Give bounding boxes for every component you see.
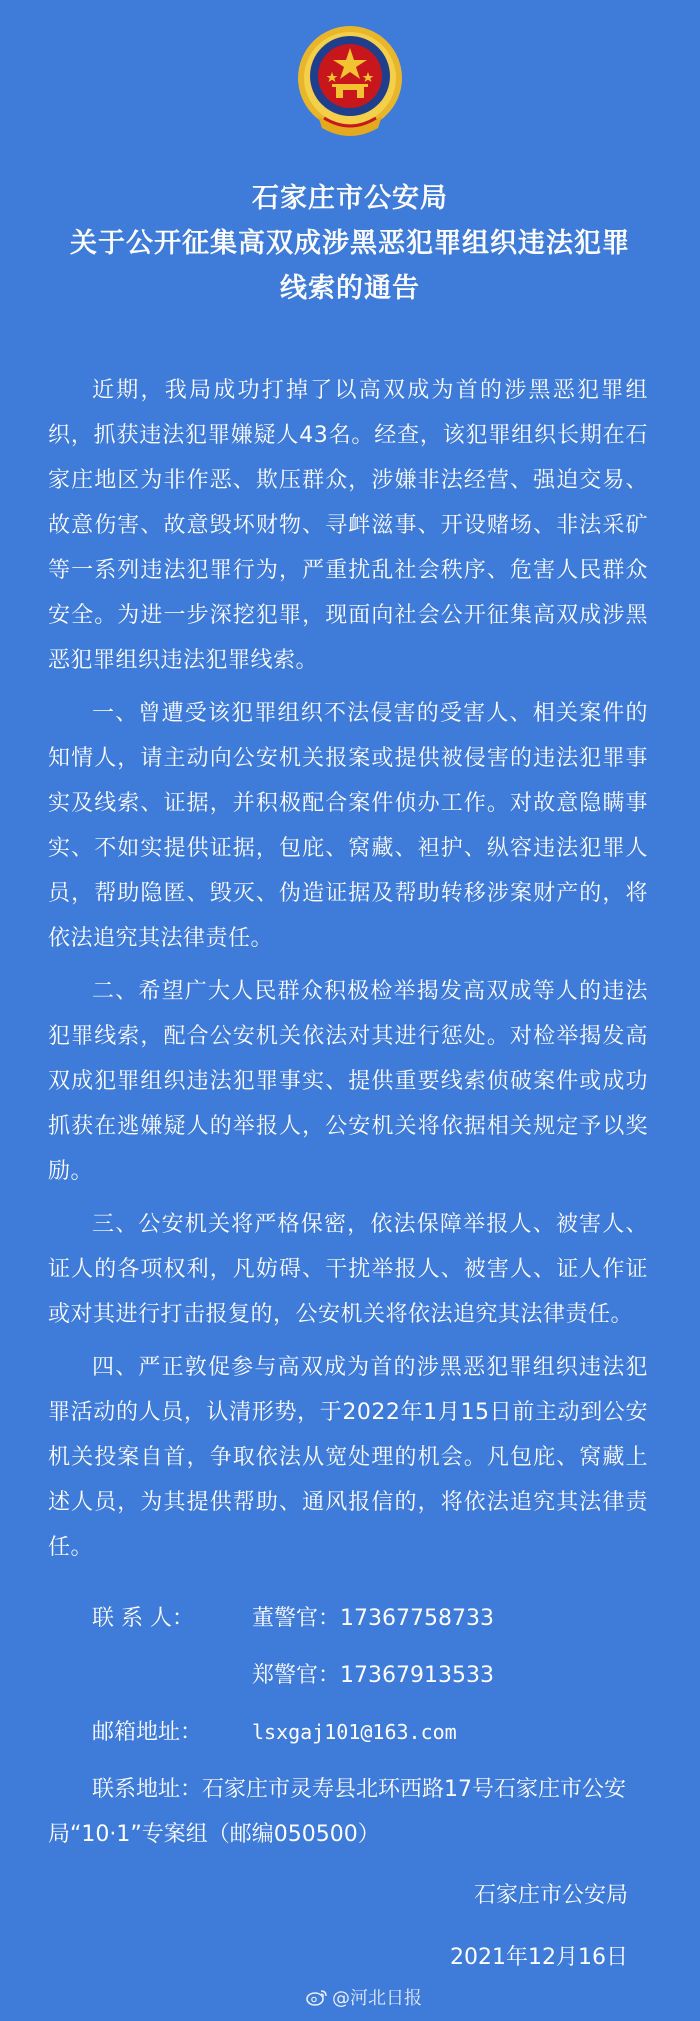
signature-org: 石家庄市公安局: [473, 1883, 628, 1908]
watermark-text: @河北日报: [332, 1988, 422, 2009]
source-watermark: [306, 1984, 422, 2010]
clause-1-paragraph: 一、曾遭受该犯罪组织不法侵害的受害人、相关案件的知情人，请主动向公安机关报案或提供被侵害的违法犯罪事实及线索、证据，并积极配合案件侦办工作。对故意隐瞒事实、不如实提供证据，包庇、窝藏、袒护、纵容违法犯罪人员，帮助隐匿、毁灭、伪造证据及帮助转移涉案财产的，将依法追究其法律责任。: [48, 701, 648, 951]
issuer-title: 石家庄市公安局: [252, 183, 448, 214]
signature-block: [450, 1872, 628, 1982]
clause-2-paragraph: 二、希望广大人民群众积极检举揭发高双成等人的违法犯罪线索，配合公安机关依法对其进行惩处。对检举揭发高双成犯罪组织违法犯罪事实、提供重要线索侦破案件或成功抓获在逃嫌疑人的举报人，公安机关将依据相关规定予以奖励。: [48, 979, 648, 1184]
contact-section: [48, 1596, 648, 1857]
notice-title-line2: 线索的通告: [280, 273, 420, 304]
contact-row-2: [48, 1653, 648, 1698]
notice-title: [0, 176, 700, 311]
notice-body: [48, 368, 648, 1578]
contact-person-2[interactable]: 郑警官：17367913533: [252, 1663, 494, 1688]
email-address[interactable]: lsxgaj101@163.com: [252, 1720, 457, 1744]
weibo-icon: [306, 1988, 328, 2006]
address-row: 联系地址：石家庄市灵寿县北环西路17号石家庄市公安局“10·1”专案组（邮编050500）: [48, 1777, 626, 1847]
clause-4-paragraph: 四、严正敦促参与高双成为首的涉黑恶犯罪组织违法犯罪活动的人员，认清形势，于2022年1月15日前主动到公安机关投案自首，争取依法从宽处理的机会。凡包庇、窝藏上述人员，为其提供帮助、通风报信的，将依法追究其法律责任。: [48, 1355, 648, 1560]
contact-row-1: [48, 1596, 648, 1641]
email-label: 邮箱地址：: [92, 1720, 203, 1745]
contact-person-1[interactable]: 董警官：17367758733: [252, 1606, 494, 1631]
clause-3-paragraph: 三、公安机关将严格保密，依法保障举报人、被害人、证人的各项权利，凡妨碍、干扰举报人、被害人、证人作证或对其进行打击报复的，公安机关将依法追究其法律责任。: [48, 1212, 648, 1327]
signature-date: 2021年12月16日: [450, 1945, 628, 1970]
notice-title-line1: 关于公开征集高双成涉黑恶犯罪组织违法犯罪: [70, 228, 630, 259]
email-row: [48, 1710, 648, 1755]
intro-paragraph: 近期，我局成功打掉了以高双成为首的涉黑恶犯罪组织，抓获违法犯罪嫌疑人43名。经查，该犯罪组织长期在石家庄地区为非作恶、欺压群众，涉嫌非法经营、强迫交易、故意伤害、故意毁坏财物、寻衅滋事、开设赌场、非法采矿等一系列违法犯罪行为，严重扰乱社会秩序、危害人民群众安全。为进一步深挖犯罪，现面向社会公开征集高双成涉黑恶犯罪组织违法犯罪线索。: [48, 378, 648, 673]
police-emblem-icon: [288, 20, 412, 144]
contact-person-label: 联 系 人：: [92, 1606, 194, 1631]
